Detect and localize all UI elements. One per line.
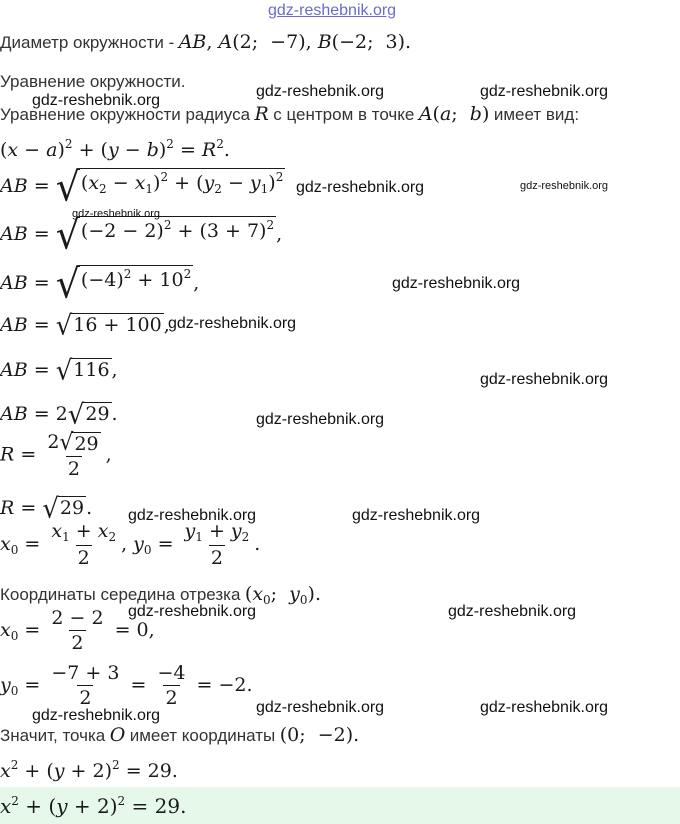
- midpoint-formulas: $x_0$ = $\frac{x_1 + x_2}{2}$ , $y_0$ = $\frac{y_1 + y_2}{2}$ .: [0, 520, 261, 569]
- watermark: gdz-reshebnik.org: [480, 699, 609, 716]
- watermark: gdz-reshebnik.org: [168, 315, 297, 332]
- center-point: A(a; b): [418, 103, 490, 125]
- watermark: gdz-reshebnik.org: [72, 208, 161, 220]
- conclusion-text-b: имеет координаты: [129, 726, 276, 745]
- ab-general-formula: AB = √ $(x_2 - x_1)^2 + (y_2 - y_1)^2$: [0, 163, 284, 211]
- conclusion-line: [0, 726, 359, 746]
- general-text-a: Уравнение окружности радиуса: [0, 105, 251, 124]
- result-equation: $x^2 + (y + 2)^2 = 29$.: [0, 758, 178, 782]
- ab-substituted: AB = √ $(-2 - 2)^2 + (3 + 7)^2$ ,: [0, 211, 283, 259]
- conclusion-text-a: Значит, точка: [0, 726, 106, 745]
- watermark: gdz-reshebnik.org: [256, 699, 385, 716]
- circle-equation: $(x - a)^2 + (y - b)^2 = R^2$.: [0, 137, 230, 161]
- general-text-b: с центром в точке: [273, 105, 415, 124]
- watermark: gdz-reshebnik.org: [480, 371, 609, 388]
- intro-text: Диаметр окружности -: [0, 33, 175, 52]
- radius-final: R = √ 29 .: [0, 493, 93, 525]
- ab-simplified: AB = √ $(-4)^2 + 10^2$ ,: [0, 260, 200, 308]
- watermark: gdz-reshebnik.org: [352, 507, 481, 524]
- midpoint-text: Координаты середина отрезка: [0, 585, 241, 604]
- midpoint-coords: ($x_0$; $y_0$).: [244, 583, 321, 607]
- answer-equation: $x^2 + (y + 2)^2 = 29$.: [0, 794, 187, 818]
- top-watermark: gdz-reshebnik.org: [268, 2, 397, 19]
- intro-math: AB, A(2; −7), B(−2; 3).: [178, 31, 412, 53]
- ab-116: AB = √ 116 ,: [0, 355, 118, 387]
- radius-fraction: R = 2 √ 29 2 ,: [0, 429, 112, 480]
- watermark: gdz-reshebnik.org: [128, 507, 257, 524]
- watermark: gdz-reshebnik.org: [480, 83, 609, 100]
- watermark: gdz-reshebnik.org: [256, 411, 385, 428]
- general-text-c: имеет вид:: [493, 105, 580, 124]
- radius-symbol: R: [254, 103, 269, 125]
- section-heading: Уравнение окружности.: [0, 72, 186, 91]
- x0-calculation: $x_0$ = $\frac{2 - 2}{2}$ = 0,: [0, 607, 155, 654]
- point-o: O: [109, 724, 126, 746]
- ab-final: AB = 2 √ 29 .: [0, 399, 118, 431]
- intro-line: [0, 33, 411, 53]
- y0-calculation: $y_0$ = $\frac{-7 + 3}{2}$ = $\frac{-4}{2}$ = −2.: [0, 662, 253, 709]
- watermark: gdz-reshebnik.org: [448, 603, 577, 620]
- watermark: gdz-reshebnik.org: [520, 180, 609, 192]
- watermark: gdz-reshebnik.org: [128, 603, 257, 620]
- watermark: gdz-reshebnik.org: [32, 92, 161, 109]
- watermark: gdz-reshebnik.org: [392, 275, 521, 292]
- watermark: gdz-reshebnik.org: [32, 707, 161, 724]
- watermark: gdz-reshebnik.org: [296, 179, 425, 196]
- conclusion-coords: (0; −2).: [279, 724, 360, 746]
- watermark: gdz-reshebnik.org: [256, 83, 385, 100]
- ab-sum: AB = √ 16 + 100 ,: [0, 310, 170, 342]
